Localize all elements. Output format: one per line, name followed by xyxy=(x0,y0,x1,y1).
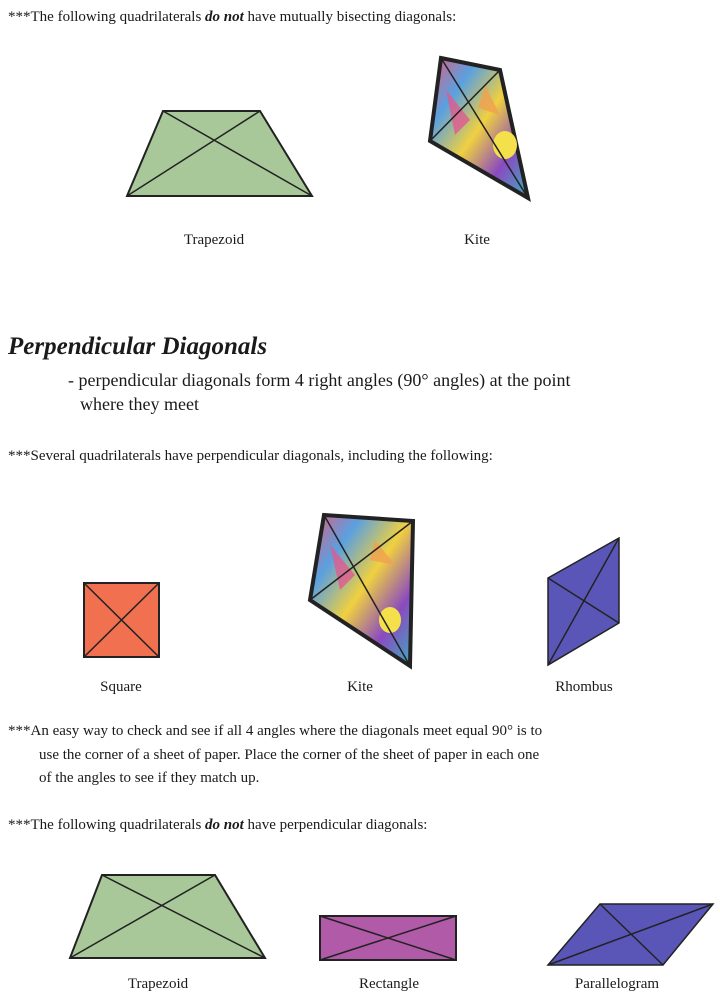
rhombus xyxy=(548,538,619,665)
caption-parallelogram: Parallelogram xyxy=(574,976,660,992)
note-easy-check-1: ***An easy way to check and see if all 4 angles where the diagonals meet equal 90° is to xyxy=(8,723,543,739)
parallelogram xyxy=(548,904,713,965)
caption-kite-mid: Kite xyxy=(347,679,373,695)
note-not-perpendicular xyxy=(8,814,427,837)
caption-rhombus: Rhombus xyxy=(555,679,613,695)
kite-top xyxy=(430,58,528,198)
definition-line-2: where they meet xyxy=(80,394,199,414)
rectangle xyxy=(320,916,456,960)
kite-mid xyxy=(310,515,413,666)
note-emphasis: do not xyxy=(205,817,244,833)
note-text: ***The following quadrilaterals xyxy=(8,817,206,833)
note-easy-check-2: use the corner of a sheet of paper. Place the corner of the sheet of paper in each one xyxy=(39,747,540,763)
caption-square: Square xyxy=(100,679,142,695)
note-text: have perpendicular diagonals: xyxy=(243,817,428,833)
section-title: Perpendicular Diagonals xyxy=(8,333,268,360)
caption-kite-top: Kite xyxy=(464,232,490,248)
square xyxy=(84,583,159,657)
caption-trapezoid-top: Trapezoid xyxy=(183,232,245,248)
trapezoid-top xyxy=(127,111,312,196)
note-text: have mutually bisecting diagonals: xyxy=(243,9,457,25)
note-text: ***The following quadrilaterals xyxy=(8,9,206,25)
caption-rectangle: Rectangle xyxy=(359,976,419,992)
note-several-perpendicular: ***Several quadrilaterals have perpendicular diagonals, including the following: xyxy=(8,448,493,464)
note-emphasis: do not xyxy=(205,9,244,25)
trapezoid-bottom xyxy=(70,875,265,958)
definition-line-1: - perpendicular diagonals form 4 right angles (90° angles) at the point xyxy=(68,370,571,390)
note-easy-check-3: of the angles to see if they match up. xyxy=(39,770,260,786)
caption-trapezoid-bottom: Trapezoid xyxy=(127,976,189,992)
